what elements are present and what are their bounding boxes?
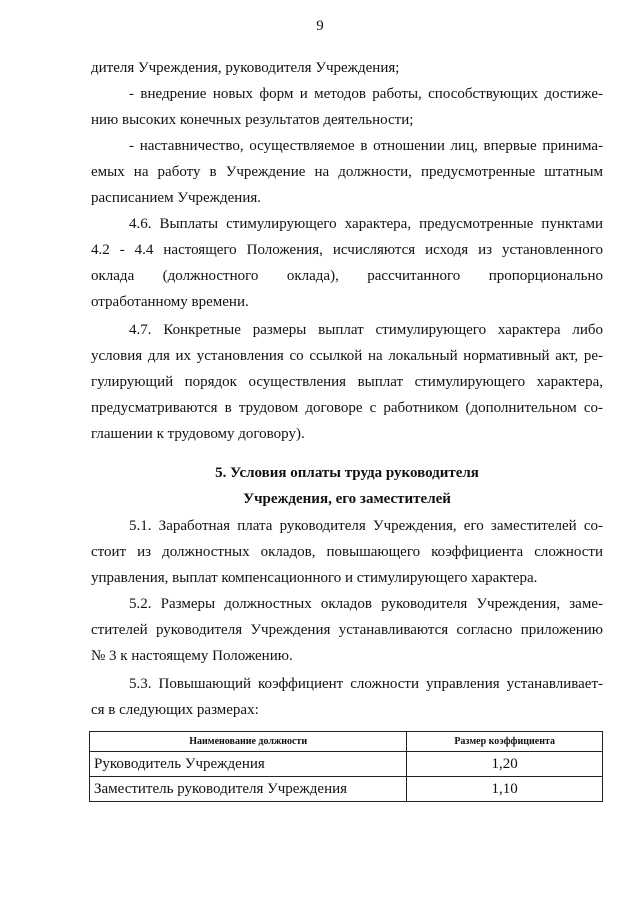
text-line: нию высоких конечных результатов деятельности; xyxy=(91,112,414,128)
text-line: 5.3. Повышающий коэффициент сложности управления устанавливает- xyxy=(129,676,603,692)
text-line: оклада (должностного оклада), рассчитанного пропорционально xyxy=(91,268,603,284)
cell-coefficient: 1,20 xyxy=(407,752,603,777)
text-line: гулирующий порядок осуществления выплат стимулирующего характера, xyxy=(91,374,603,390)
text-line: - внедрение новых форм и методов работы, способствующих достиже- xyxy=(129,86,603,102)
header-position: Наименование должности xyxy=(90,732,407,752)
text-line: № 3 к настоящему Положению. xyxy=(91,648,293,664)
text-line: глашении к трудовому договору). xyxy=(91,426,305,442)
text-line: управления, выплат компенсационного и стимулирующего характера. xyxy=(91,570,538,586)
text-line: стителей руководителя Учреждения устанавливаются согласно приложению xyxy=(91,622,603,638)
text-line: условия для их установления со ссылкой на локальный нормативный акт, ре- xyxy=(91,348,603,364)
cell-position: Заместитель руководителя Учреждения xyxy=(90,777,407,802)
text-line: стоит из должностных окладов, повышающего коэффициента сложности xyxy=(91,544,603,560)
section-heading: 5. Условия оплаты труда руководителя xyxy=(215,465,479,481)
table-row xyxy=(90,777,603,802)
cell-coefficient: 1,10 xyxy=(407,777,603,802)
text-line: предусматриваются в трудовом договоре с работником (дополнительном со- xyxy=(91,400,603,416)
header-coefficient: Размер коэффициента xyxy=(407,732,603,752)
text-line: отработанному времени. xyxy=(91,294,249,310)
text-line: 5.1. Заработная плата руководителя Учреждения, его заместителей со- xyxy=(129,518,603,534)
section-heading: Учреждения, его заместителей xyxy=(243,491,451,507)
cell-position: Руководитель Учреждения xyxy=(90,752,407,777)
text-line: 4.2 - 4.4 настоящего Положения, исчисляются исходя из установленного xyxy=(91,242,603,258)
text-line: емых на работу в Учреждение на должности, предусмотренные штатным xyxy=(91,164,603,180)
text-line: ся в следующих размерах: xyxy=(91,702,259,718)
text-line: дителя Учреждения, руководителя Учреждения; xyxy=(91,60,400,76)
coefficient-table xyxy=(89,731,603,802)
table-row xyxy=(90,752,603,777)
page-number: 9 xyxy=(316,18,324,34)
table-header-row xyxy=(90,732,603,752)
text-line: 5.2. Размеры должностных окладов руководителя Учреждения, заме- xyxy=(129,596,603,612)
text-line: 4.7. Конкретные размеры выплат стимулирующего характера либо xyxy=(129,322,603,338)
text-line: - наставничество, осуществляемое в отношении лиц, впервые принима- xyxy=(129,138,603,154)
text-line: 4.6. Выплаты стимулирующего характера, предусмотренные пунктами xyxy=(129,216,603,232)
text-line: расписанием Учреждения. xyxy=(91,190,262,206)
